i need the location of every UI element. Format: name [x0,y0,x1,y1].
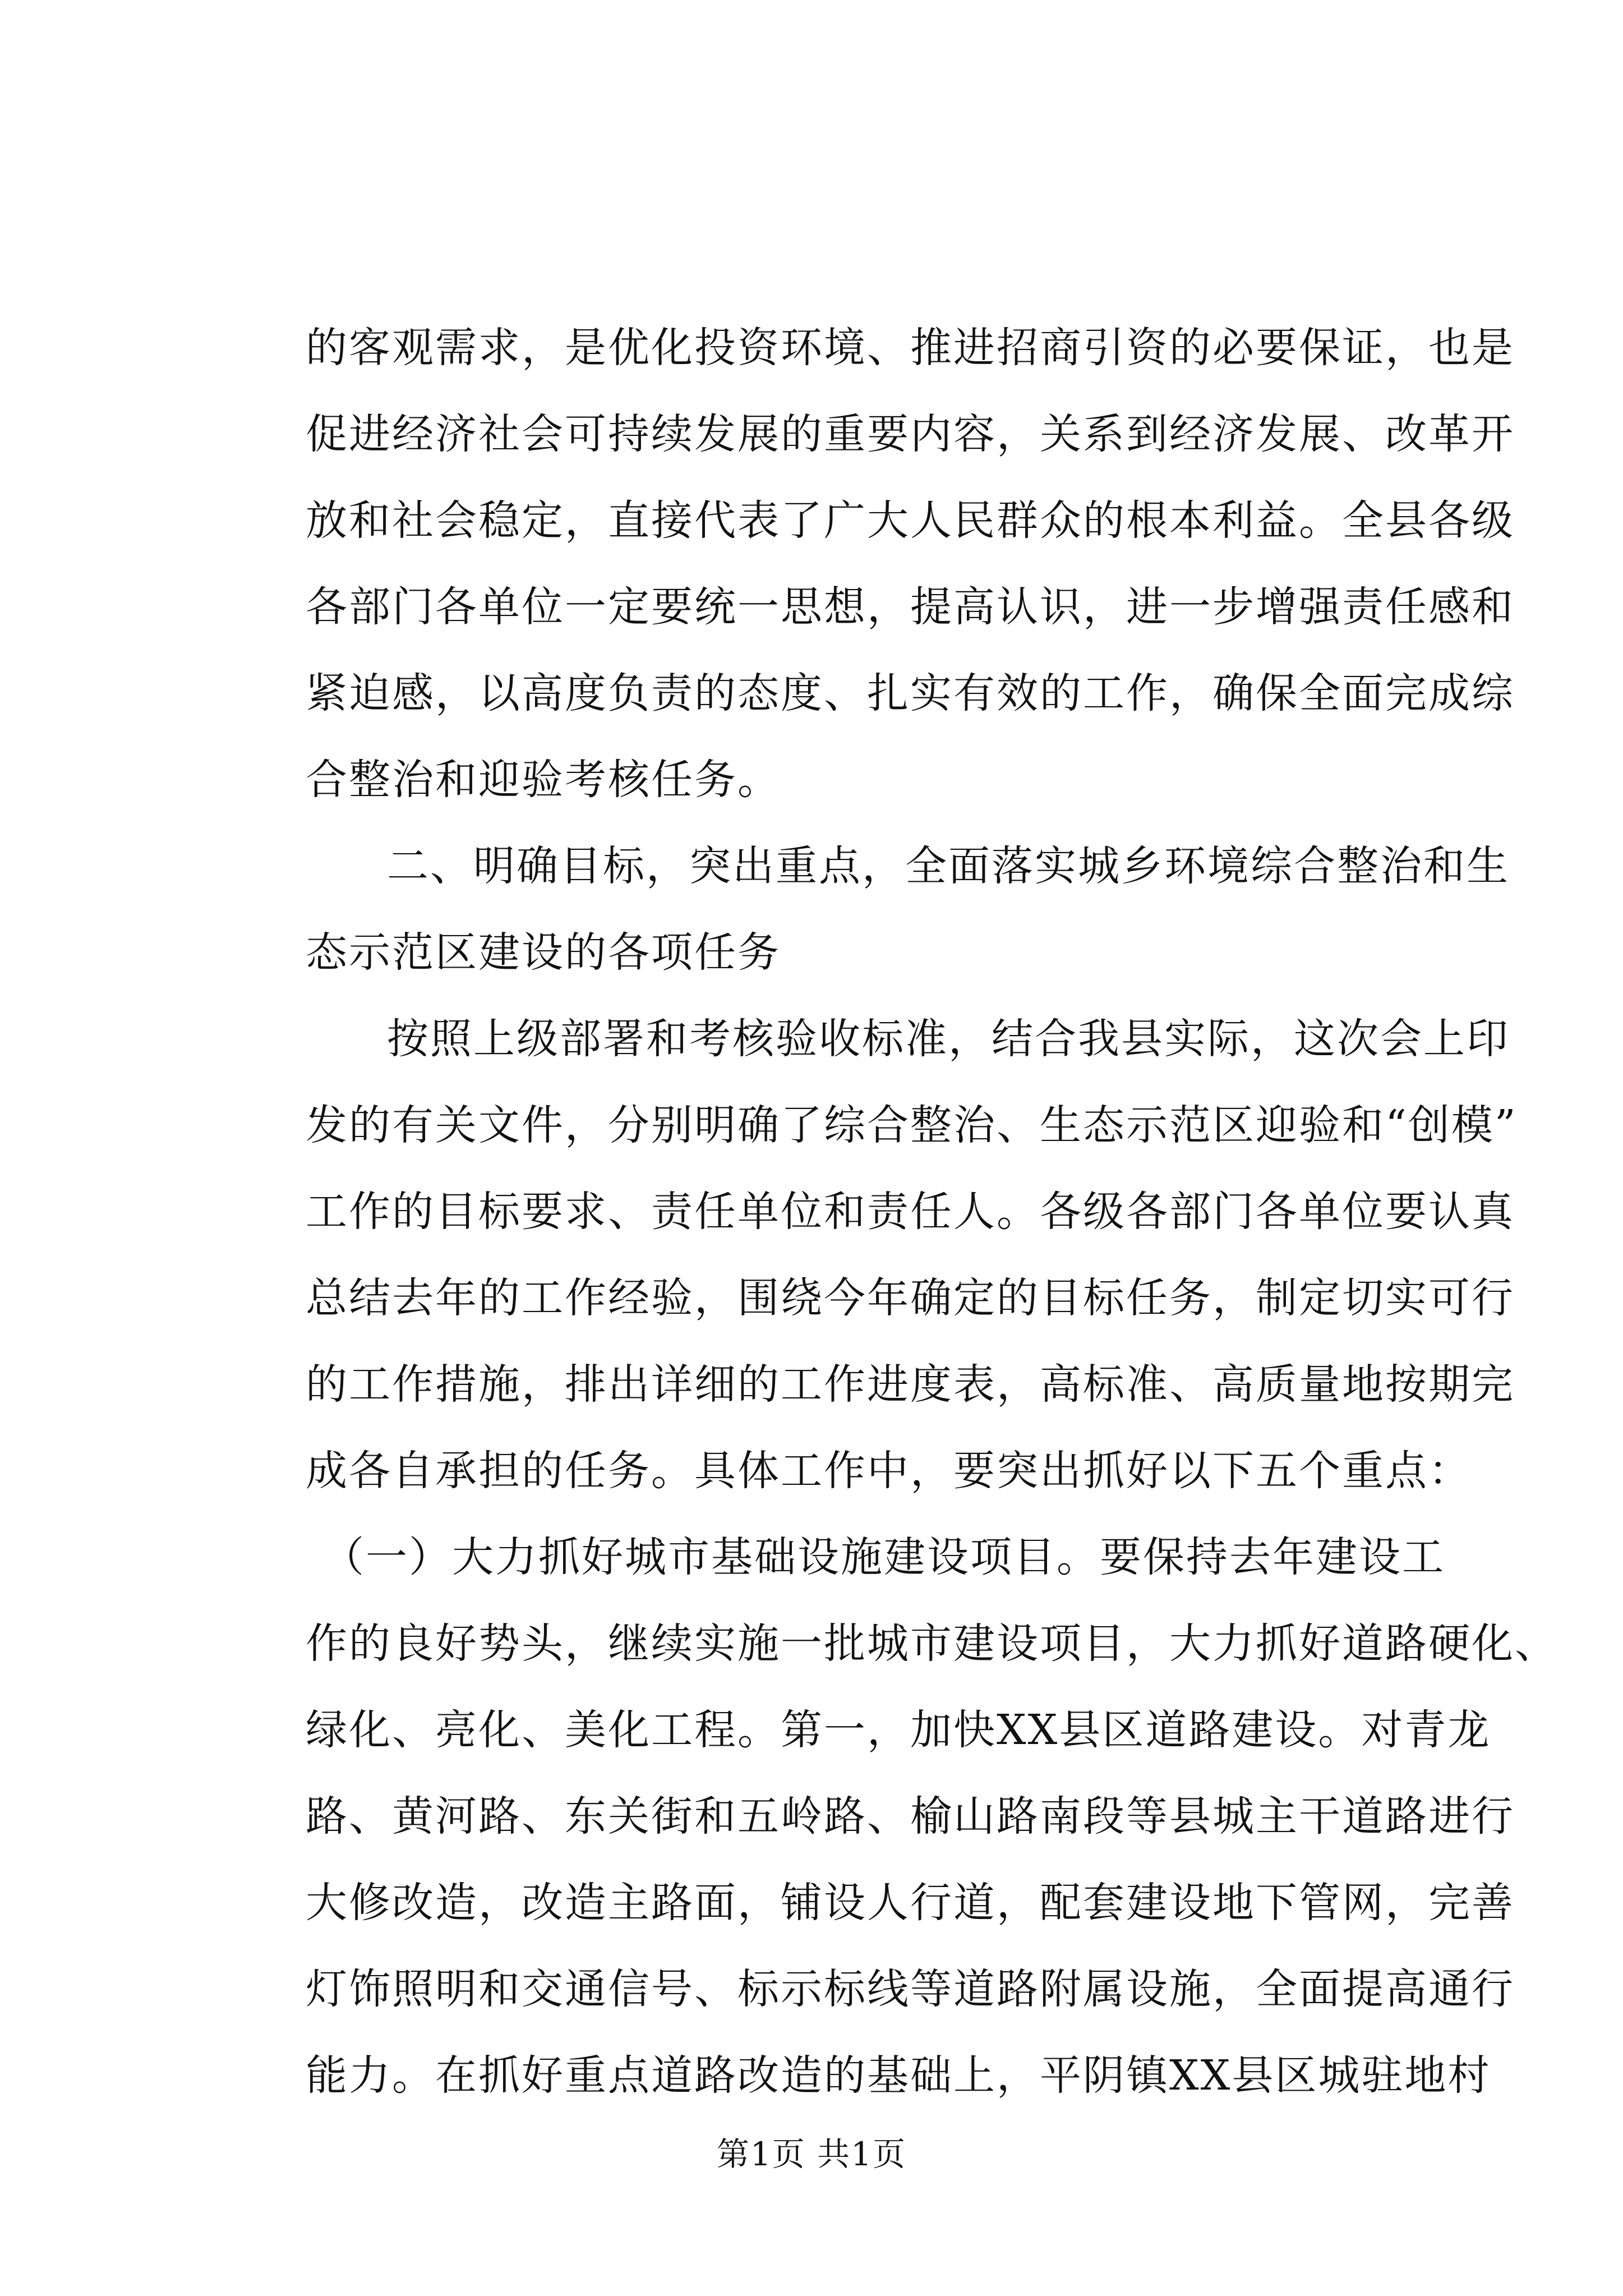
body-text-line: 工作的目标要求、责任单位和责任人。各级各部门各单位要认真 [306,1188,1515,1236]
body-text-line: （一）大力抓好城市基础设施建设项目。要保持去年建设工 [322,1533,1445,1581]
body-text-line: 作的良好势头，继续实施一批城市建设项目，大力抓好道路硬化、 [306,1619,1558,1668]
body-text-line: 按照上级部署和考核验收标准，结合我县实际，这次会上印 [387,1015,1510,1063]
body-text-line: 发的有关文件，分别明确了综合整治、生态示范区迎验和“创模” [306,1101,1518,1149]
section-heading-line: 二、明确目标，突出重点，全面落实城乡环境综合整治和生 [387,842,1510,890]
body-text-line: 合整治和迎验考核任务。 [306,756,781,804]
body-text-line: 紧迫感，以高度负责的态度、扎实有效的工作，确保全面完成综 [306,669,1515,717]
section-heading-line: 态示范区建设的各项任务 [306,928,781,977]
body-text-line: 能力。在抓好重点道路改造的基础上，平阴镇XX县区城驻地村 [306,2051,1491,2100]
body-text-line: 放和社会稳定，直接代表了广大人民群众的根本利益。全县各级 [306,496,1515,545]
body-text-line: 促进经济社会可持续发展的重要内容，关系到经济发展、改革开 [306,410,1515,458]
body-text-line: 路、黄河路、东关街和五岭路、榆山路南段等县城主干道路进行 [306,1792,1515,1841]
body-text-line: 绿化、亮化、美化工程。第一，加快XX县区道路建设。对青龙 [306,1706,1491,1754]
body-text-line: 的工作措施，排出详细的工作进度表，高标准、高质量地按期完 [306,1360,1515,1409]
body-text-line: 大修改造，改造主路面，铺设人行道，配套建设地下管网，完善 [306,1879,1515,1927]
body-text-line: 总结去年的工作经验，围绕今年确定的目标任务，制定切实可行 [306,1274,1515,1322]
body-text-line: 灯饰照明和交通信号、标示标线等道路附属设施，全面提高通行 [306,1965,1515,2013]
body-text-line: 的客观需求，是优化投资环境、推进招商引资的必要保证，也是 [306,324,1515,372]
body-text-line: 成各自承担的任务。具体工作中，要突出抓好以下五个重点： [306,1447,1472,1495]
page-number-footer: 第1页 共1页 [716,2135,907,2173]
body-text-line: 各部门各单位一定要统一思想，提高认识，进一步增强责任感和 [306,583,1515,631]
